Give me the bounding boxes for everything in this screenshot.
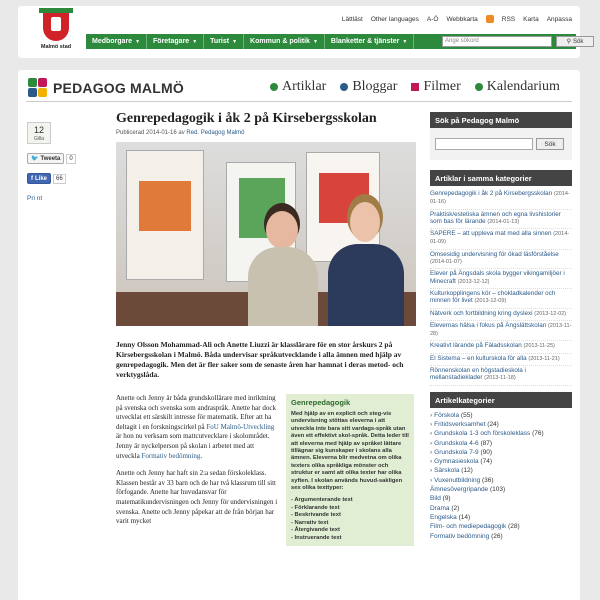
categories-heading: Artikelkategorier bbox=[430, 392, 572, 408]
category-item bbox=[430, 522, 572, 531]
category-link[interactable]: Engelska bbox=[430, 513, 457, 521]
category-item bbox=[430, 411, 572, 420]
like-count: 66 bbox=[53, 174, 66, 184]
link-anpassa[interactable]: Anpassa bbox=[546, 15, 572, 23]
category-link[interactable]: Grundskola 4-6 bbox=[434, 439, 479, 447]
list-item: - Narrativ text bbox=[291, 519, 329, 526]
article-meta: Publicerad 2014-01-16 av Red. Pedagog Malmö bbox=[116, 130, 245, 136]
facebook-icon: f bbox=[31, 175, 33, 182]
category-item bbox=[430, 448, 572, 457]
category-item bbox=[430, 532, 572, 541]
category-link[interactable]: Förskola bbox=[434, 411, 460, 419]
factbox-heading: Genrepedagogik bbox=[291, 398, 351, 407]
category-link[interactable]: Bild bbox=[430, 495, 441, 503]
article bbox=[116, 110, 416, 600]
category-link[interactable]: Film- och mediepedagogik bbox=[430, 523, 507, 531]
category-count: (26) bbox=[491, 532, 503, 540]
category-item bbox=[430, 439, 572, 448]
related-article-link[interactable]: El Sistema – en kulturskola för alla bbox=[430, 354, 527, 362]
chevron-down-icon: ▼ bbox=[312, 38, 318, 45]
category-count: (9) bbox=[442, 495, 451, 503]
related-article-date: (2013-12-02) bbox=[534, 310, 567, 317]
list-item bbox=[430, 250, 572, 270]
category-link[interactable]: Grundskola 1-3 och förskoleklass bbox=[434, 430, 531, 438]
share-column bbox=[27, 122, 73, 202]
category-count: (76) bbox=[532, 430, 544, 438]
related-article-link[interactable]: Nätverk och fortbildning kring dyslexi bbox=[430, 309, 533, 317]
malmo-logo[interactable] bbox=[38, 11, 74, 55]
related-list bbox=[430, 186, 572, 386]
formativ-link[interactable]: Formativ bedömning bbox=[141, 451, 201, 460]
link-rss[interactable]: RSS bbox=[501, 15, 516, 23]
related-article-date: (2013-11-28) bbox=[430, 322, 572, 338]
author-link[interactable]: Red. Pedagog Malmö bbox=[186, 130, 245, 136]
bullet-icon bbox=[340, 83, 348, 91]
category-count: (28) bbox=[508, 523, 520, 531]
category-count: (12) bbox=[461, 467, 473, 475]
twitter-icon: 🐦 bbox=[31, 156, 39, 162]
related-article-link[interactable]: Elever på Ängsdals skola bygger vikingamiljöer i Minecraft bbox=[430, 270, 565, 285]
category-item bbox=[430, 457, 572, 466]
related-article-date: (2013-11-18) bbox=[484, 375, 516, 382]
category-link[interactable]: Särskola bbox=[434, 467, 460, 475]
related-articles bbox=[430, 170, 572, 386]
link-lattlast[interactable]: Lättläst bbox=[341, 15, 363, 23]
category-item bbox=[430, 429, 572, 438]
related-article-link[interactable]: Genrepedagogik i åk 2 på Kirsebergsskolan bbox=[430, 190, 553, 197]
list-item bbox=[430, 366, 572, 386]
category-link[interactable]: Vuxenutbildning bbox=[434, 476, 481, 484]
bullet-icon bbox=[270, 83, 278, 91]
site-search-input[interactable]: Ange sökord bbox=[442, 36, 552, 47]
nav-artiklar[interactable]: Artiklar bbox=[270, 79, 326, 95]
list-item: - Förklarande text bbox=[291, 504, 340, 511]
category-link[interactable]: Grundskola 7-9 bbox=[434, 448, 479, 456]
related-article-link[interactable]: Kulturkopplingens kör – chokladkalender och minnen för livet bbox=[430, 289, 556, 305]
nav-bloggar[interactable]: Bloggar bbox=[340, 79, 397, 95]
list-item bbox=[430, 289, 572, 309]
category-list bbox=[430, 408, 572, 541]
category-count: (14) bbox=[458, 513, 471, 521]
category-item bbox=[430, 485, 572, 494]
factbox-list bbox=[291, 497, 409, 541]
category-count: (36) bbox=[482, 476, 494, 484]
related-article-link[interactable]: Praktisk/estetiska ämnen och egna livshistorier som bas för lärande bbox=[430, 210, 561, 225]
rss-icon[interactable] bbox=[486, 15, 494, 23]
sidebar-search-input[interactable] bbox=[435, 138, 533, 150]
tweet-count: 0 bbox=[66, 154, 75, 164]
nav-foretagare[interactable]: Företagare ▼ bbox=[147, 34, 204, 49]
sidebar bbox=[430, 112, 572, 541]
comment-count[interactable]: 12 Gilla bbox=[27, 122, 51, 144]
chevron-down-icon: ▼ bbox=[232, 38, 238, 45]
nav-medborgare[interactable]: Medborgare ▼ bbox=[86, 34, 147, 49]
link-webbkarta[interactable]: Webbkarta bbox=[446, 15, 478, 23]
chevron-right-icon: › bbox=[430, 430, 433, 438]
category-item bbox=[430, 420, 572, 429]
facebook-like-button[interactable]: f Like 66 bbox=[27, 173, 67, 184]
list-item bbox=[430, 269, 572, 289]
chevron-right-icon: › bbox=[430, 448, 433, 456]
category-item bbox=[430, 513, 572, 522]
paragraph: Anette och Jenny har haft sin 2:a sedan förskoleklass. Klassen består av 33 barn och de har två klassrum till sitt förfogande. Anette har huvudansvar för matematikundervisningen och Jenny för undervisningen i svenska. Anette och Jenny påpekar att de från början har varit mycket bbox=[116, 469, 278, 526]
malmo-logo-text: Malmö stad bbox=[40, 44, 72, 50]
bullet-icon bbox=[475, 83, 483, 91]
nav-blanketter[interactable]: Blanketter & tjänster ▼ bbox=[325, 34, 414, 49]
site-search-button[interactable]: ⚲ Sök bbox=[556, 36, 594, 47]
category-link[interactable]: Drama bbox=[430, 504, 450, 512]
article-date: 2014-01-16 bbox=[146, 130, 177, 136]
category-link[interactable]: Fritidsverksamhet bbox=[434, 420, 486, 428]
related-article-date: (2013-11-25) bbox=[523, 343, 555, 350]
link-other-languages[interactable]: Other languages bbox=[370, 15, 419, 23]
related-article-date: (2014-01-16) bbox=[430, 191, 570, 206]
category-link[interactable]: Ämnesövergripande bbox=[430, 486, 489, 494]
related-article-date: (2013-12-12) bbox=[457, 278, 490, 285]
paragraph: Anette och Jenny är båda grundskollärare med inriktning på svenska och svenska som andraspråk. Anette har dock utvecklat ett särskilt intresse för matematik. Efter att ha deltagit i en forskningscirkel på FoU Malmö-Utveckling är hon nu verksam som mattcutvecklare i skolområdet. Jenny är nyckelperson på skolan i arbetet med att utveckla Formativ bedömning. bbox=[116, 394, 276, 460]
category-item bbox=[430, 494, 572, 503]
related-article-link[interactable]: SAPERE – att uppleva mat med alla sinnen bbox=[430, 230, 552, 238]
list-item bbox=[430, 341, 572, 353]
search-heading: Sök på Pedagog Malmö bbox=[430, 112, 572, 128]
chevron-right-icon: › bbox=[430, 467, 433, 475]
nav-filmer[interactable]: Filmer bbox=[411, 79, 460, 95]
category-count: (103) bbox=[490, 486, 506, 494]
article-body bbox=[116, 394, 278, 535]
article-lead: Jenny Olsson Mohammad-Ali och Anette Liuzzi är klasslärare för en stor årskurs 2 på Kirsebergsskolan i Malmö. Båda undervisar språkutvecklande i alla ämnen med hjälp av genrepedagogik. Men det är fler saker som de senaste åren har hamnat i deras metod- och verktygslåda. bbox=[116, 340, 404, 379]
list-item: - Argumenterande text bbox=[291, 497, 353, 504]
link-a-o[interactable]: A-Ö bbox=[426, 15, 439, 23]
list-item: - Återgivande text bbox=[291, 527, 340, 534]
category-item bbox=[430, 466, 572, 475]
category-count: (90) bbox=[480, 448, 492, 456]
category-link[interactable]: Formativ bedömning bbox=[430, 532, 490, 540]
related-article-link[interactable]: Kreativt lärande på Fäladsskolan bbox=[430, 342, 522, 350]
related-article-link[interactable]: Rönnenskolan en högstadieskola i mellanstadieklader bbox=[430, 367, 526, 382]
sidebar-search bbox=[430, 128, 572, 160]
list-item bbox=[430, 354, 572, 366]
chevron-right-icon: › bbox=[430, 476, 433, 484]
related-article-date: (2014-01-09) bbox=[430, 231, 570, 246]
fou-link[interactable]: FoU Malmö-Utveckling bbox=[206, 422, 275, 431]
list-item bbox=[430, 189, 572, 210]
category-link[interactable]: Gymnasieskola bbox=[434, 458, 479, 466]
chevron-down-icon: ▼ bbox=[192, 38, 198, 45]
print-link[interactable]: Pri nt bbox=[27, 195, 43, 202]
chevron-right-icon: › bbox=[430, 411, 433, 419]
category-item bbox=[430, 504, 572, 513]
utility-links bbox=[342, 15, 572, 23]
related-article-link[interactable]: Omsesidig undervisning för ökad läsförståelse bbox=[430, 250, 559, 258]
category-count: (55) bbox=[460, 411, 473, 419]
list-item bbox=[430, 309, 572, 321]
list-item: - Instruerande text bbox=[291, 534, 342, 541]
category-count: (24) bbox=[487, 420, 499, 428]
category-item bbox=[430, 476, 572, 485]
category-count: (87) bbox=[480, 439, 492, 447]
list-item: - Beskrivande text bbox=[291, 512, 341, 519]
related-article-date: (2013-12-09) bbox=[474, 298, 507, 305]
category-count: (2) bbox=[451, 504, 460, 512]
link-karta[interactable]: Karta bbox=[523, 15, 539, 23]
article-categories bbox=[430, 392, 572, 541]
category-count: (74) bbox=[480, 458, 492, 466]
chevron-right-icon: › bbox=[430, 420, 433, 428]
sidebar-search-button[interactable]: Sök bbox=[536, 138, 564, 150]
pedagog-brand[interactable] bbox=[28, 78, 184, 98]
related-heading: Artiklar i samma kategorier bbox=[430, 170, 572, 186]
list-item bbox=[430, 321, 572, 342]
chevron-down-icon: ▼ bbox=[402, 38, 408, 45]
list-item bbox=[430, 210, 572, 230]
tweet-button[interactable]: 🐦 Tweeta 0 bbox=[27, 153, 67, 164]
article-title: Genrepedagogik i åk 2 på Kirsebergsskolan bbox=[116, 111, 377, 126]
related-article-date: (2013-11-21) bbox=[528, 355, 560, 362]
factbox bbox=[286, 394, 414, 546]
related-article-date: (2014-01-07) bbox=[430, 259, 462, 266]
search-icon: ⚲ bbox=[566, 39, 572, 45]
chevron-right-icon: › bbox=[430, 458, 433, 466]
pedagog-logo-icon bbox=[28, 78, 48, 98]
list-item bbox=[430, 229, 572, 250]
divider bbox=[26, 101, 572, 102]
related-article-link[interactable]: Elevernas hälsa i fokus på Ängslättskolan bbox=[430, 321, 547, 329]
malmo-crest-icon bbox=[43, 11, 69, 41]
article-photo bbox=[116, 142, 416, 326]
factbox-text: Med hjälp av en explicit och steg-vis undervisning stöttas eleverna i att utveckla inte bara sitt vardags-språk utan även ett effektivt skol-språk. Detta leder till att eleverna med hjälp av språket lättare tillägnar sig kunskaper i skolans alla ämnen. Eleverna blir medvetna om olika texters olika språkliga mönster och struktur er samt att olika texter har olika syften. I skolan används huvud-sakligen sex olika texttyper: bbox=[291, 411, 409, 492]
malmo-header bbox=[18, 6, 584, 58]
pedagog-container bbox=[18, 70, 580, 600]
pedagog-title: PEDAGOG MALMÖ bbox=[53, 80, 184, 96]
nav-kommun-politik[interactable]: Kommun & politik ▼ bbox=[244, 34, 325, 49]
nav-kalendarium[interactable]: Kalendarium bbox=[475, 79, 560, 95]
bullet-icon bbox=[411, 83, 419, 91]
chevron-down-icon: ▼ bbox=[135, 38, 141, 45]
nav-turist[interactable]: Turist ▼ bbox=[204, 34, 244, 49]
related-article-date: (2014-01-13) bbox=[487, 218, 520, 225]
pedagog-nav bbox=[270, 79, 560, 95]
chevron-right-icon: › bbox=[430, 439, 433, 447]
